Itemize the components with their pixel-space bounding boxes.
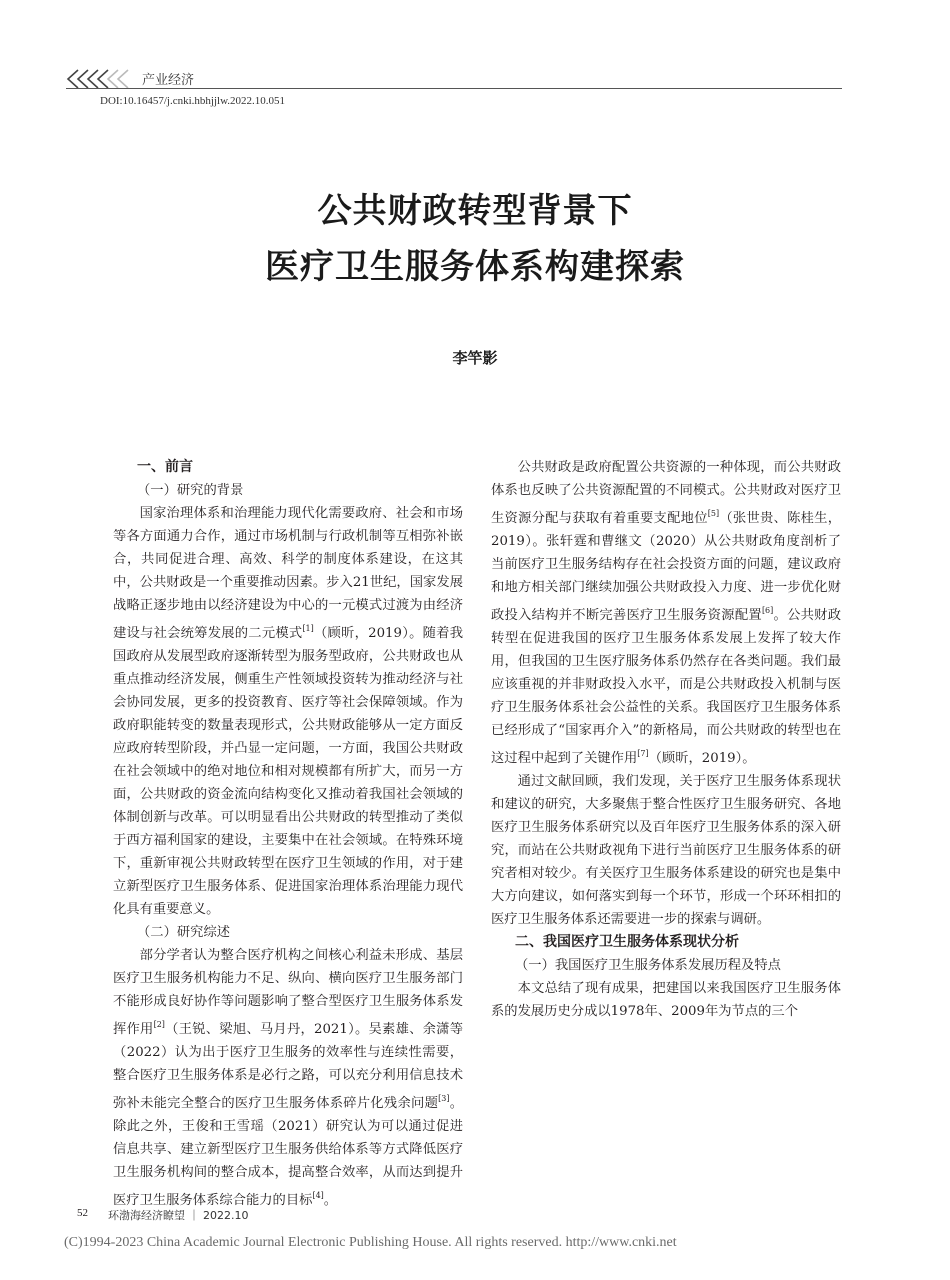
section-label: 产业经济 (142, 73, 195, 88)
header-rule (66, 88, 842, 89)
paragraph-text: 。除此之外，王俊和王雪瑶（2021）研究认为可以通过促进信息共享、建立新型医疗卫生服务供给体系等方式降低医疗卫生服务机构间的整合成本，提高整合效率，从而达到提升医疗卫生服务体系综合能力的目标 (113, 1096, 463, 1208)
doi: DOI:10.16457/j.cnki.hbhjjlw.2022.10.051 (100, 95, 286, 107)
subsection-heading-history: （一）我国医疗卫生服务体系发展历程及特点 (515, 958, 781, 973)
article-title-line1: 公共财政转型背景下 (317, 191, 633, 231)
journal-name: 环渤海经济瞭望 ｜ 2022.10 (108, 1209, 249, 1222)
subsection-heading-background: （一）研究的背景 (137, 483, 244, 498)
left-column (113, 456, 463, 1212)
paragraph-text: （顾昕，2019）。 (648, 751, 756, 766)
citation-ref[interactable]: [7] (637, 749, 649, 758)
paragraph-text: （王锐、梁旭、马月丹，2021）。吴素雄、余潇等（2022）认为出于医疗卫生服务的效率性与连续性需要，整合医疗卫生服务体系是必行之路，可以充分利用信息技术弥补未能完全整合的医疗卫生服务体系碎片化残余问题 (113, 1022, 463, 1111)
author: 李竿影 (452, 349, 498, 367)
paragraph (491, 456, 841, 770)
paragraph-text: 。公共财政转型在促进我国的医疗卫生服务体系发展上发挥了较大作用，但我国的卫生医疗服务体系仍然存在各类问题。我们最应该重视的并非财政投入水平，而是公共财政投入机制与医疗卫生服务体系社会公益性的关系。我国医疗卫生服务体系已经形成了“国家再介入”的新格局，而公共财政的转型也在这过程中起到了关键作用 (491, 608, 842, 766)
citation-ref[interactable]: [6] (761, 606, 774, 615)
subsection-heading-review: （二）研究综述 (137, 925, 231, 940)
page-number: 52 (77, 1207, 88, 1219)
paragraph: 本文总结了现有成果，把建国以来我国医疗卫生服务体系的发展历史分成以1978年、2009年为节点的三个 (491, 981, 841, 1019)
citation-ref[interactable]: [4] (312, 1191, 324, 1200)
right-column (491, 456, 841, 1023)
paragraph (113, 944, 463, 1212)
paragraph-text: 国家治理体系和治理能力现代化需要政府、社会和市场等各方面通力合作，通过市场机制与行政机制等互相弥补嵌合，共同促进合理、高效、科学的制度体系建设，在这其中，公共财政是一个重要推动因素。步入21世纪，国家发展战略正逐步地由以经济建设为中心的一元模式过渡为由经济建设与社会统筹发展的二元模式 (113, 506, 463, 641)
chevron-decoration-icon (66, 68, 136, 90)
paragraph: 通过文献回顾，我们发现，关于医疗卫生服务体系现状和建议的研究，大多聚焦于整合性医疗卫生服务研究、各地医疗卫生服务体系研究以及百年医疗卫生服务体系的深入研究，而站在公共财政视角下进行当前医疗卫生服务体系的研究者相对较少。有关医疗卫生服务体系建设的研究也是集中大方向建议，如何落实到每一个环节，形成一个环环相扣的医疗卫生服务体系还需要进一步的探索与调研。 (491, 774, 841, 927)
citation-ref[interactable]: [5] (707, 509, 720, 518)
paragraph-text: 公共财政是政府配置公共资源的一种体现，而公共财政体系也反映了公共资源配置的不同模式。公共财政对医疗卫生资源分配与获取有着重要支配地位 (491, 460, 841, 526)
paragraph-text: （顾昕，2019）。随着我国政府从发展型政府逐渐转型为服务型政府，公共财政也从重点推动经济发展，侧重生产性领域投资转为推动经济与社会协同发展，更多的投资教育、医疗等社会保障领域。作为政府职能转变的数量表现形式，公共财政能够从一定方面反应政府转型阶段，并凸显一定问题，一方面，我国公共财政在社会领域中的绝对地位和相对规模都有所扩大，而另一方面，公共财政的资金流向结构变化又推动着我国社会领域的体制创新与改革。可以明显看出公共财政的转型推动了类似于西方福利国家的建设，主要集中在社会领域。在特殊环境下，重新审视公共财政转型在医疗卫生领域的作用，对于建立新型医疗卫生服务体系、促进国家治理体系治理能力现代化具有重要意义。 (113, 626, 463, 917)
section-heading-intro: 一、前言 (137, 459, 193, 475)
paragraph-text: （张世贵、陈桂生，2019）。张轩霆和曹继文（2020）从公共财政角度剖析了当前医疗卫生服务结构存在社会投资方面的问题，建议政府和地方相关部门继续加强公共财政投入力度、进一步优化财政投入结构并不断完善医疗卫生服务资源配置 (491, 511, 842, 623)
citation-ref[interactable]: [1] (302, 624, 314, 633)
citation-ref[interactable]: [2] (153, 1020, 165, 1029)
copyright-notice: (C)1994-2023 China Academic Journal Electronic Publishing House. All rights reserved. http://www.cnki.net (64, 1235, 677, 1250)
paragraph-text: 。 (323, 1193, 338, 1208)
paragraph (113, 502, 463, 921)
article-title-line2: 医疗卫生服务体系构建探索 (265, 247, 685, 287)
citation-ref[interactable]: [3] (438, 1094, 450, 1103)
paragraph-text: 部分学者认为整合医疗机构之间核心利益未形成、基层医疗卫生服务机构能力不足、纵向、横向医疗卫生服务部门不能形成良好协作等问题影响了整合型医疗卫生服务体系发挥作用 (113, 948, 463, 1037)
section-heading-status: 二、我国医疗卫生服务体系现状分析 (515, 934, 739, 950)
